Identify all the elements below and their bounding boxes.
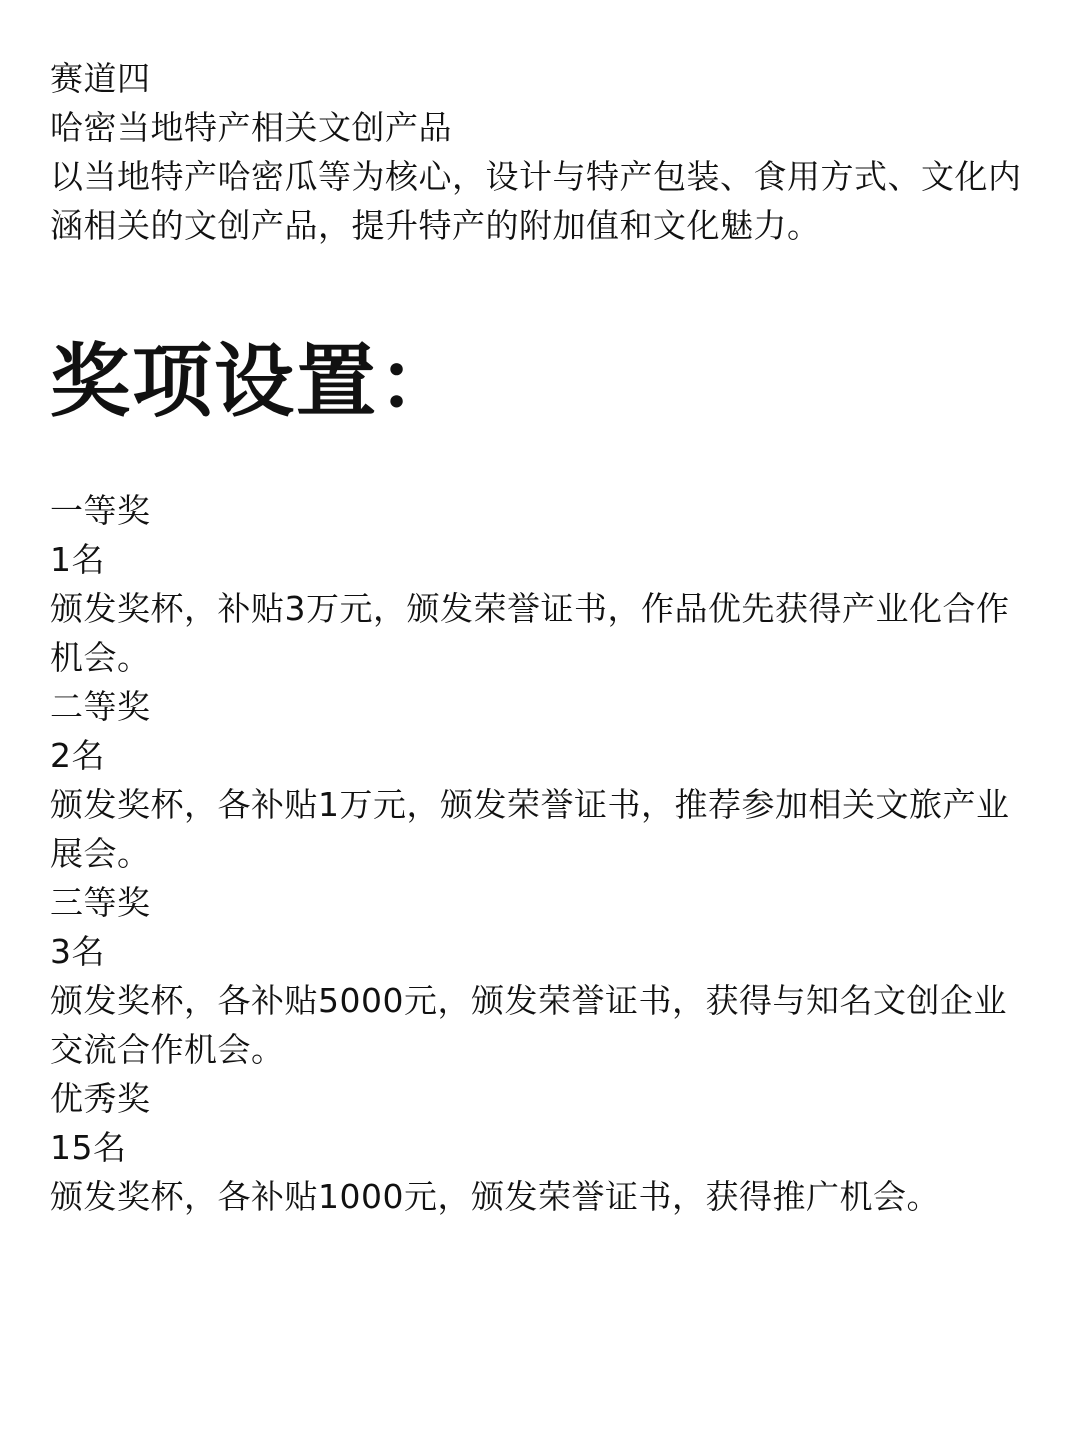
- award-first: [50, 486, 1040, 682]
- track-title: 哈密当地特产相关文创产品: [50, 108, 452, 147]
- track-label: 赛道四: [50, 59, 151, 98]
- track-section: [50, 54, 1040, 250]
- award-name: 优秀奖: [50, 1079, 151, 1118]
- award-name: 二等奖: [50, 687, 151, 726]
- awards-list: [50, 486, 1040, 1221]
- award-third: [50, 878, 1040, 1074]
- award-description: 颁发奖杯，补贴3万元，颁发荣誉证书，作品优先获得产业化合作机会。: [50, 589, 1010, 677]
- award-description: 颁发奖杯，各补贴1000元，颁发荣誉证书，获得推广机会。: [50, 1177, 940, 1216]
- track-description: 以当地特产哈密瓜等为核心，设计与特产包装、食用方式、文化内涵相关的文创产品，提升特产的附加值和文化魅力。: [50, 157, 1022, 245]
- award-description: 颁发奖杯，各补贴1万元，颁发荣誉证书，推荐参加相关文旅产业展会。: [50, 785, 1010, 873]
- award-count: 15名: [50, 1128, 127, 1167]
- award-description: 颁发奖杯，各补贴5000元，颁发荣誉证书，获得与知名文创企业交流合作机会。: [50, 981, 1007, 1069]
- award-name: 一等奖: [50, 491, 151, 530]
- award-count: 2名: [50, 736, 105, 775]
- award-second: [50, 682, 1040, 878]
- document-body: [50, 54, 1040, 1221]
- award-count: 1名: [50, 540, 105, 579]
- award-count: 3名: [50, 932, 105, 971]
- award-excellence: [50, 1074, 1040, 1221]
- award-name: 三等奖: [50, 883, 151, 922]
- awards-heading: 奖项设置：: [50, 335, 460, 428]
